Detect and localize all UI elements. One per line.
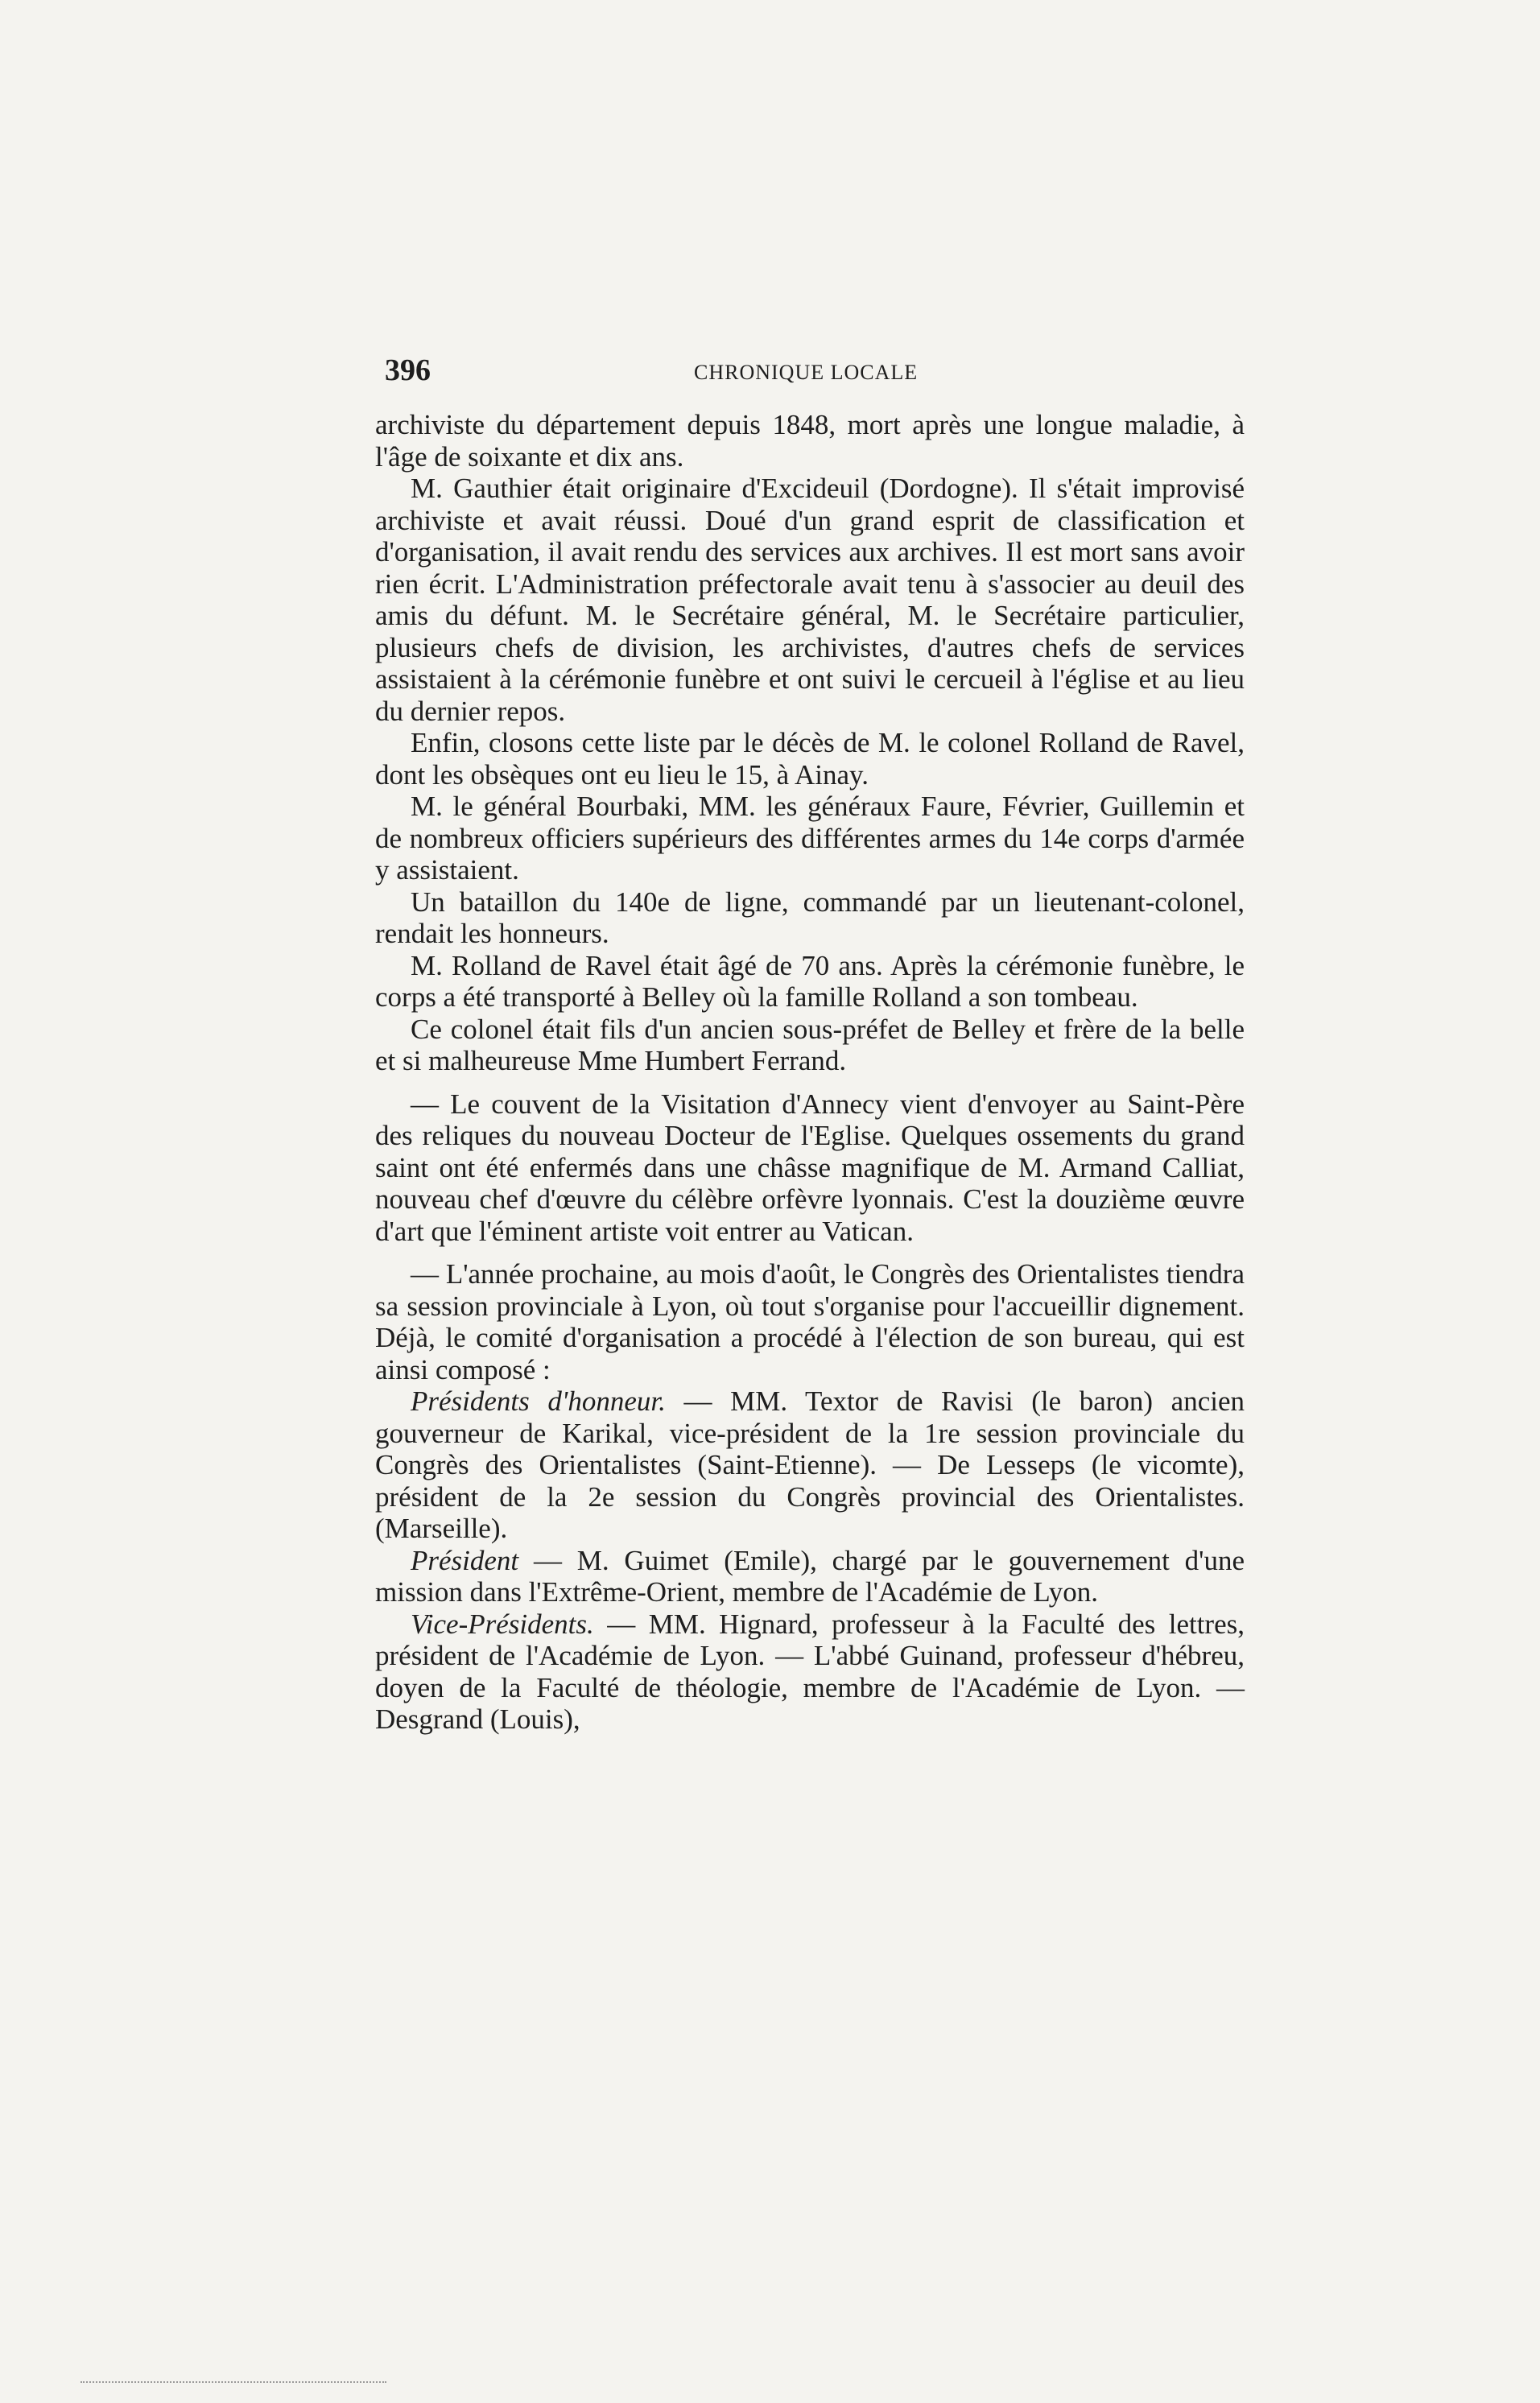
role-text: — M. Guimet (Emile), chargé par le gouvernement d'une mission dans l'Extrême-Orient, membre de l'Académie de Lyon. — [375, 1544, 1245, 1608]
paragraph-president — [375, 1545, 1245, 1608]
paragraph-generals: M. le général Bourbaki, MM. les généraux Faure, Février, Guillemin et de nombreux officiers supérieurs des différentes armes du 14e corps d'armée y assistaient. — [375, 791, 1245, 886]
role-text: — MM. Textor de Ravisi (le baron) ancien gouverneur de Karikal, vice-président de la 1re session provinciale du Congrès des Orientalistes (Saint-Etienne). — De Lesseps (le vicomte), président de la 2e session du Congrès provincial des Orientalistes. (Marseille). — [375, 1385, 1245, 1544]
role-title: Président — [411, 1544, 519, 1576]
paragraph-rolland-death: Enfin, closons cette liste par le décès de M. le colonel Rolland de Ravel, dont les obsèques ont eu lieu le 15, à Ainay. — [375, 727, 1245, 791]
page-number: 396 — [385, 353, 431, 387]
paragraph-continuation: archiviste du département depuis 1848, mort après une longue maladie, à l'âge de soixante et dix ans. — [375, 409, 1245, 473]
role-title: Présidents d'honneur. — [411, 1385, 666, 1417]
role-title: Vice-Présidents. — [411, 1608, 594, 1640]
paragraph-family: Ce colonel était fils d'un ancien sous-préfet de Belley et frère de la belle et si malheureuse Mme Humbert Ferrand. — [375, 1013, 1245, 1076]
paragraph-battalion: Un bataillon du 140e de ligne, commandé par un lieutenant-colonel, rendait les honneurs. — [375, 886, 1245, 949]
running-title: CHRONIQUE LOCALE — [694, 361, 919, 384]
body-text — [375, 409, 1245, 1736]
paragraph-visitation: — Le couvent de la Visitation d'Annecy vient d'envoyer au Saint-Père des reliques du nouveau Docteur de l'Eglise. Quelques ossements du grand saint ont été enfermés dans une châsse magnifique de M. Armand Calliat, nouveau chef d'œuvre du célèbre orfèvre lyonnais. C'est la douzième œuvre d'art que l'éminent artiste voit entrer au Vatican. — [375, 1088, 1245, 1247]
paragraph-vice-presidents — [375, 1608, 1245, 1736]
paragraph-presidents-honneur — [375, 1385, 1245, 1545]
page-header — [385, 353, 1246, 401]
paragraph-congres: — L'année prochaine, au mois d'août, le Congrès des Orientalistes tiendra sa session provinciale à Lyon, où tout s'organise pour l'accueillir dignement. Déjà, le comité d'organisation a procédé à l'élection de son bureau, qui est ainsi composé : — [375, 1258, 1245, 1385]
bottom-dotted-rule — [81, 2381, 386, 2383]
role-text: — MM. Hignard, professeur à la Faculté des lettres, président de l'Académie de Lyon. — L'abbé Guinand, professeur d'hébreu, doyen de la Faculté de théologie, membre de l'Académie de Lyon. — Desgrand (Louis), — [375, 1608, 1245, 1735]
paragraph-age: M. Rolland de Ravel était âgé de 70 ans. Après la cérémonie funèbre, le corps a été transporté à Belley où la famille Rolland a son tombeau. — [375, 949, 1245, 1013]
paragraph-gauthier: M. Gauthier était originaire d'Excideuil (Dordogne). Il s'était improvisé archiviste et avait réussi. Doué d'un grand esprit de classification et d'organisation, il avait rendu des services aux archives. Il est mort sans avoir rien écrit. L'Administration préfectorale avait tenu à s'associer au deuil des amis du défunt. M. le Secrétaire général, M. le Secrétaire particulier, plusieurs chefs de division, les archivistes, d'autres chefs de services assistaient à la cérémonie funèbre et ont suivi le cercueil à l'église et au lieu du dernier repos. — [375, 473, 1245, 727]
